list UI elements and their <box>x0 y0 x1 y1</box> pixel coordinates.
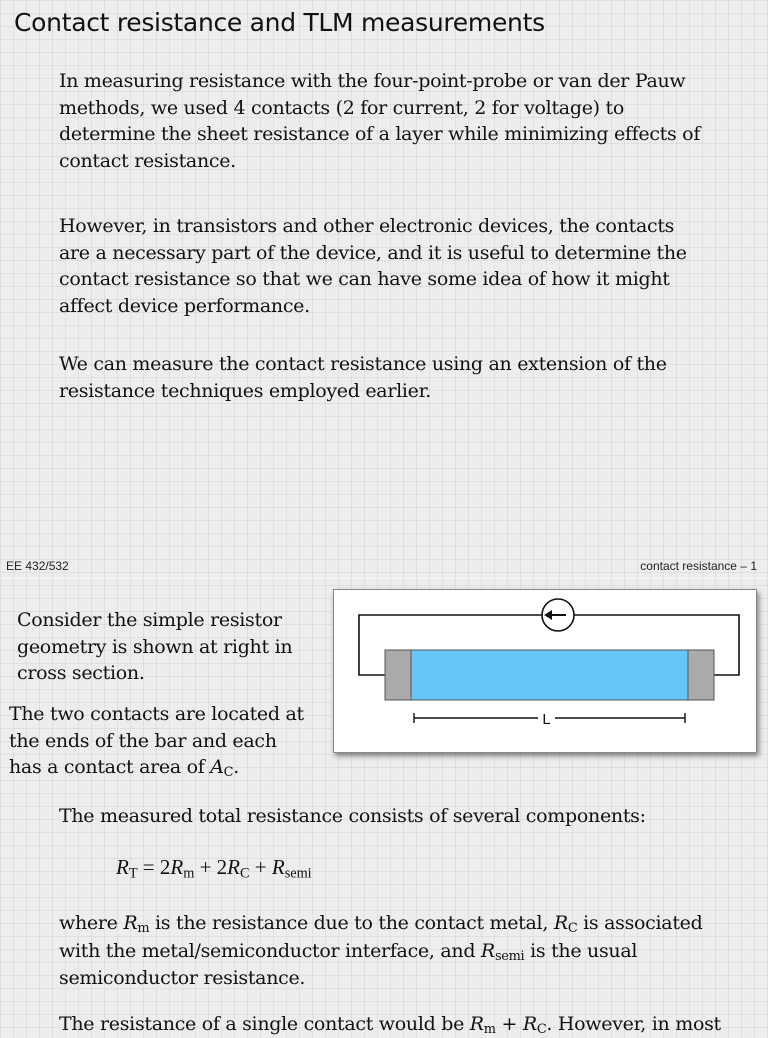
semiconductor-bar <box>411 650 688 700</box>
eq-plus-1: + 2 <box>194 855 228 879</box>
eq-equals: = 2 <box>137 855 171 879</box>
slide-number-label: contact resistance – 1 <box>640 559 757 573</box>
cutoff-rc: R <box>522 1013 537 1035</box>
eq-rm: R <box>170 855 184 879</box>
where-rc: R <box>553 912 568 934</box>
contact-area-symbol: A <box>210 756 224 778</box>
where-rsemi: R <box>480 939 495 962</box>
where-rm-sub: m <box>137 921 150 937</box>
contacts-description <box>9 701 309 781</box>
where-text-1: where <box>59 912 124 934</box>
cutoff-text-1: The resistance of a single contact would be <box>59 1013 470 1035</box>
eq-rt-sub: T <box>128 865 138 882</box>
where-rc-sub: C <box>567 921 578 937</box>
where-text-4: is the usual semiconductor resistance. <box>59 939 638 989</box>
eq-plus-2: + <box>249 855 272 879</box>
cutoff-rm: R <box>469 1013 484 1035</box>
components-explanation <box>59 910 709 993</box>
components-intro: The measured total resistance consists of several components: <box>59 805 646 827</box>
total-resistance-equation <box>116 855 312 880</box>
eq-rt: R <box>116 855 129 879</box>
where-text-3: is associated with the metal/semiconductor interface, and <box>59 912 703 962</box>
resistor-diagram <box>334 590 756 752</box>
cutoff-text-2: . However, in most <box>546 1013 721 1035</box>
contacts-description-end: . <box>233 756 239 778</box>
eq-rsemi: R <box>271 855 285 879</box>
eq-rc: R <box>227 855 240 879</box>
length-label: L <box>542 711 551 728</box>
slide-title: Contact resistance and TLM measurements <box>14 8 545 37</box>
where-rm: R <box>123 912 138 934</box>
cutoff-rc-sub: C <box>536 1022 547 1038</box>
measurement-paragraph: We can measure the contact resistance using an extension of the resistance techniques employed earlier. <box>59 353 667 402</box>
cutoff-rm-sub: m <box>483 1022 496 1038</box>
right-contact <box>688 650 714 700</box>
resistor-cross-section-figure <box>333 589 757 753</box>
single-contact-paragraph <box>59 1011 721 1038</box>
devices-paragraph: However, in transistors and other electronic devices, the contacts are a necessary part of the device, and it is useful to determine the contact resistance so that we can have some idea of how it might affect device performance. <box>59 215 687 317</box>
slide-divider <box>0 578 768 579</box>
eq-rsemi-sub: semi <box>284 865 312 882</box>
geometry-description: Consider the simple resistor geometry is shown at right in cross section. <box>17 609 293 684</box>
eq-rm-sub: m <box>183 865 195 882</box>
eq-rc-sub: C <box>240 865 250 882</box>
intro-paragraph: In measuring resistance with the four-point-probe or van der Pauw methods, we used 4 contacts (2 for current, 2 for voltage) to determine the sheet resistance of a layer while minimizing effects of contact resistance. <box>59 70 701 172</box>
contacts-description-text: The two contacts are located at the ends of the bar and each has a contact area of <box>9 703 304 778</box>
left-contact <box>385 650 411 700</box>
cutoff-plus: + <box>495 1013 523 1035</box>
where-rsemi-sub: semi <box>494 948 525 964</box>
where-text-2: is the resistance due to the contact metal, <box>149 912 554 934</box>
course-label: EE 432/532 <box>6 559 69 573</box>
contact-area-subscript: C <box>223 765 234 781</box>
